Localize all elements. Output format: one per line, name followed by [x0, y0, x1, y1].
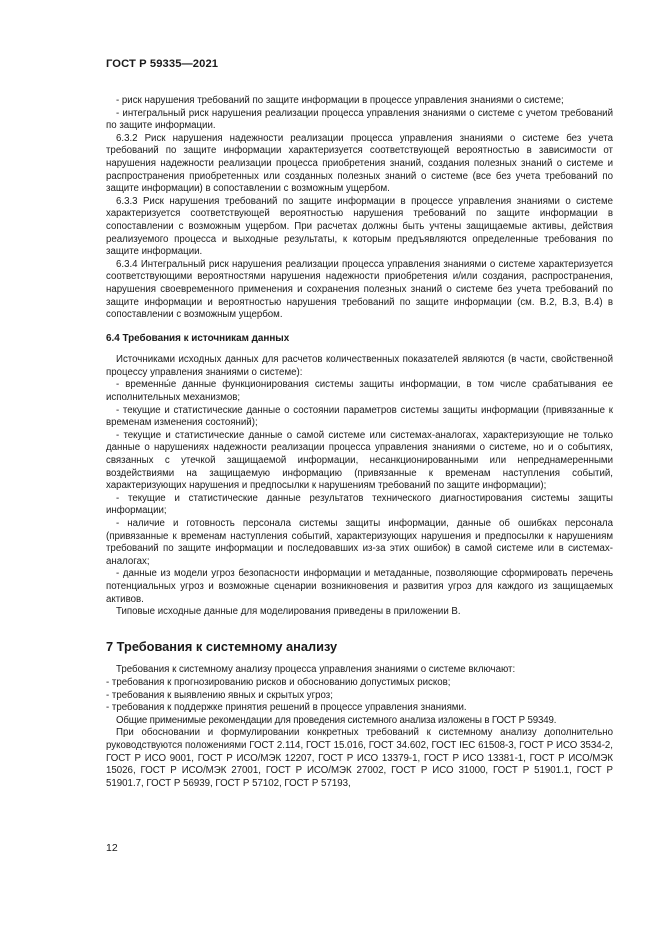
- paragraph: - риск нарушения требований по защите информации в процессе управления знаниями о системе;: [116, 95, 564, 106]
- list-item: - текущие и статистические данные о самой системе или системах-аналогах, характеризующие не только данные о нарушениях надежности реализации процесса управления знаниями о системе, но и о событиях, связанных с утечкой защищаемой информации, несанкционированными или непреднамеренными воздействиями на защищаемую информацию (привязанные к временам наступления событий, характеризующих нарушения и предпосылки к нарушениям требований по защите информации);: [106, 429, 613, 492]
- section-heading-6-4: 6.4 Требования к источникам данных: [106, 332, 290, 344]
- paragraph: 6.3.4 Интегральный риск нарушения реализации процесса управления знаниями о системе характеризуется соответствующими вероятностями нарушения надежности приобретения и/или создания, распространения, нарушения своевременного применения и сохранения полезных знаний о системе без учета требований по защите информации и вероятностью нарушения требований по защите информации (см. В.2, В.3, В.4) в сопоставлении с возможным ущербом.: [106, 258, 613, 321]
- list-item: - временны́е данные функционирования системы защиты информации, в том числе срабатывания ее исполнительных механизмов;: [106, 379, 613, 404]
- list-item: - требования к прогнозированию рисков и обоснованию допустимых рисков;: [106, 676, 451, 688]
- paragraph: Общие применимые рекомендации для проведения системного анализа изложены в ГОСТ Р 59349.: [116, 714, 557, 726]
- paragraph: 6.3.2 Риск нарушения надежности реализации процесса управления знаниями о системе без учета требований по защите информации характеризуется соответствующей вероятностью в зависимости от нарушения надежности реализации процесса приобретения знаний, создания полезных знаний о системе и распространения приобретенных или созданных полезных знаний о системе (все без учета требований по защите информации) в сопоставлении с возможным ущербом.: [106, 132, 613, 195]
- section-heading-7: 7 Требования к системному анализу: [106, 638, 338, 654]
- paragraph: Источниками исходных данных для расчетов количественных показателей являются (в части, свойственной процессу управления знаниями о системе):: [106, 354, 613, 378]
- paragraph: 6.3.3 Риск нарушения требований по защите информации в процессе управления знаниями о системе характеризуется соответствующей вероятностью нарушения требований по защите информации в сопоставлении с возможным ущербом. При расчетах должны быть учтены защищаемые активы, действия реализуемого процесса и выходные результаты, к которым предъявляются определенные требования по защите информации.: [106, 195, 613, 258]
- paragraph: - интегральный риск нарушения реализации процесса управления знаниями о системе с учетом требований по защите информации.: [106, 107, 613, 132]
- list-item: - требования к поддержке принятия решений в процессе управления знаниями.: [106, 702, 467, 714]
- list-item: - данные из модели угроз безопасности информации и метаданные, позволяющие сформировать перечень потенциальных угроз и возможные сценарии возникновения и развития угроз для каждого из защищаемых активов.: [106, 568, 613, 605]
- list-item: - требования к выявлению явных и скрытых угроз;: [106, 689, 333, 701]
- list-item: - текущие и статистические данные о состоянии параметров системы защиты информации (привязанные к временам изменения состояний);: [106, 404, 613, 429]
- list-item: - текущие и статистические данные результатов технического диагностирования системы защиты информации;: [106, 492, 613, 517]
- paragraph: Типовые исходные данные для моделирования приведены в приложении В.: [116, 606, 461, 618]
- page-number: 12: [106, 842, 118, 854]
- paragraph: При обосновании и формулировании конкретных требований к системному анализу дополнительно руководствуются положениями ГОСТ 2.114, ГОСТ 15.016, ГОСТ 34.602, ГОСТ IEC 61508-3, ГОСТ Р ИСО 3534-2, ГОСТ Р ИСО 9001, ГОСТ Р ИСО/МЭК 12207, ГОСТ Р ИСО 13379-1, ГОСТ Р ИСО 13381-1, ГОСТ Р ИСО/МЭК 15026, ГОСТ Р ИСО/МЭК 27001, ГОСТ Р ИСО/МЭК 27002, ГОСТ Р ИСО 31000, ГОСТ Р 51901.1, ГОСТ Р 51901.7, ГОСТ Р 56939, ГОСТ Р 57102, ГОСТ Р 57193,: [106, 727, 613, 789]
- paragraph: Требования к системному анализу процесса управления знаниями о системе включают:: [116, 664, 516, 676]
- list-item: - наличие и готовность персонала системы защиты информации, данные об ошибках персонала (привязанные к временам наступления событий, характеризующих нарушения и предпосылки к нарушениям требований по защите информации и последовавших из-за этих ошибок) в самой системе или в системах-аналогах;: [106, 518, 613, 567]
- document-header: ГОСТ Р 59335—2021: [106, 58, 219, 70]
- page-content: [106, 95, 613, 790]
